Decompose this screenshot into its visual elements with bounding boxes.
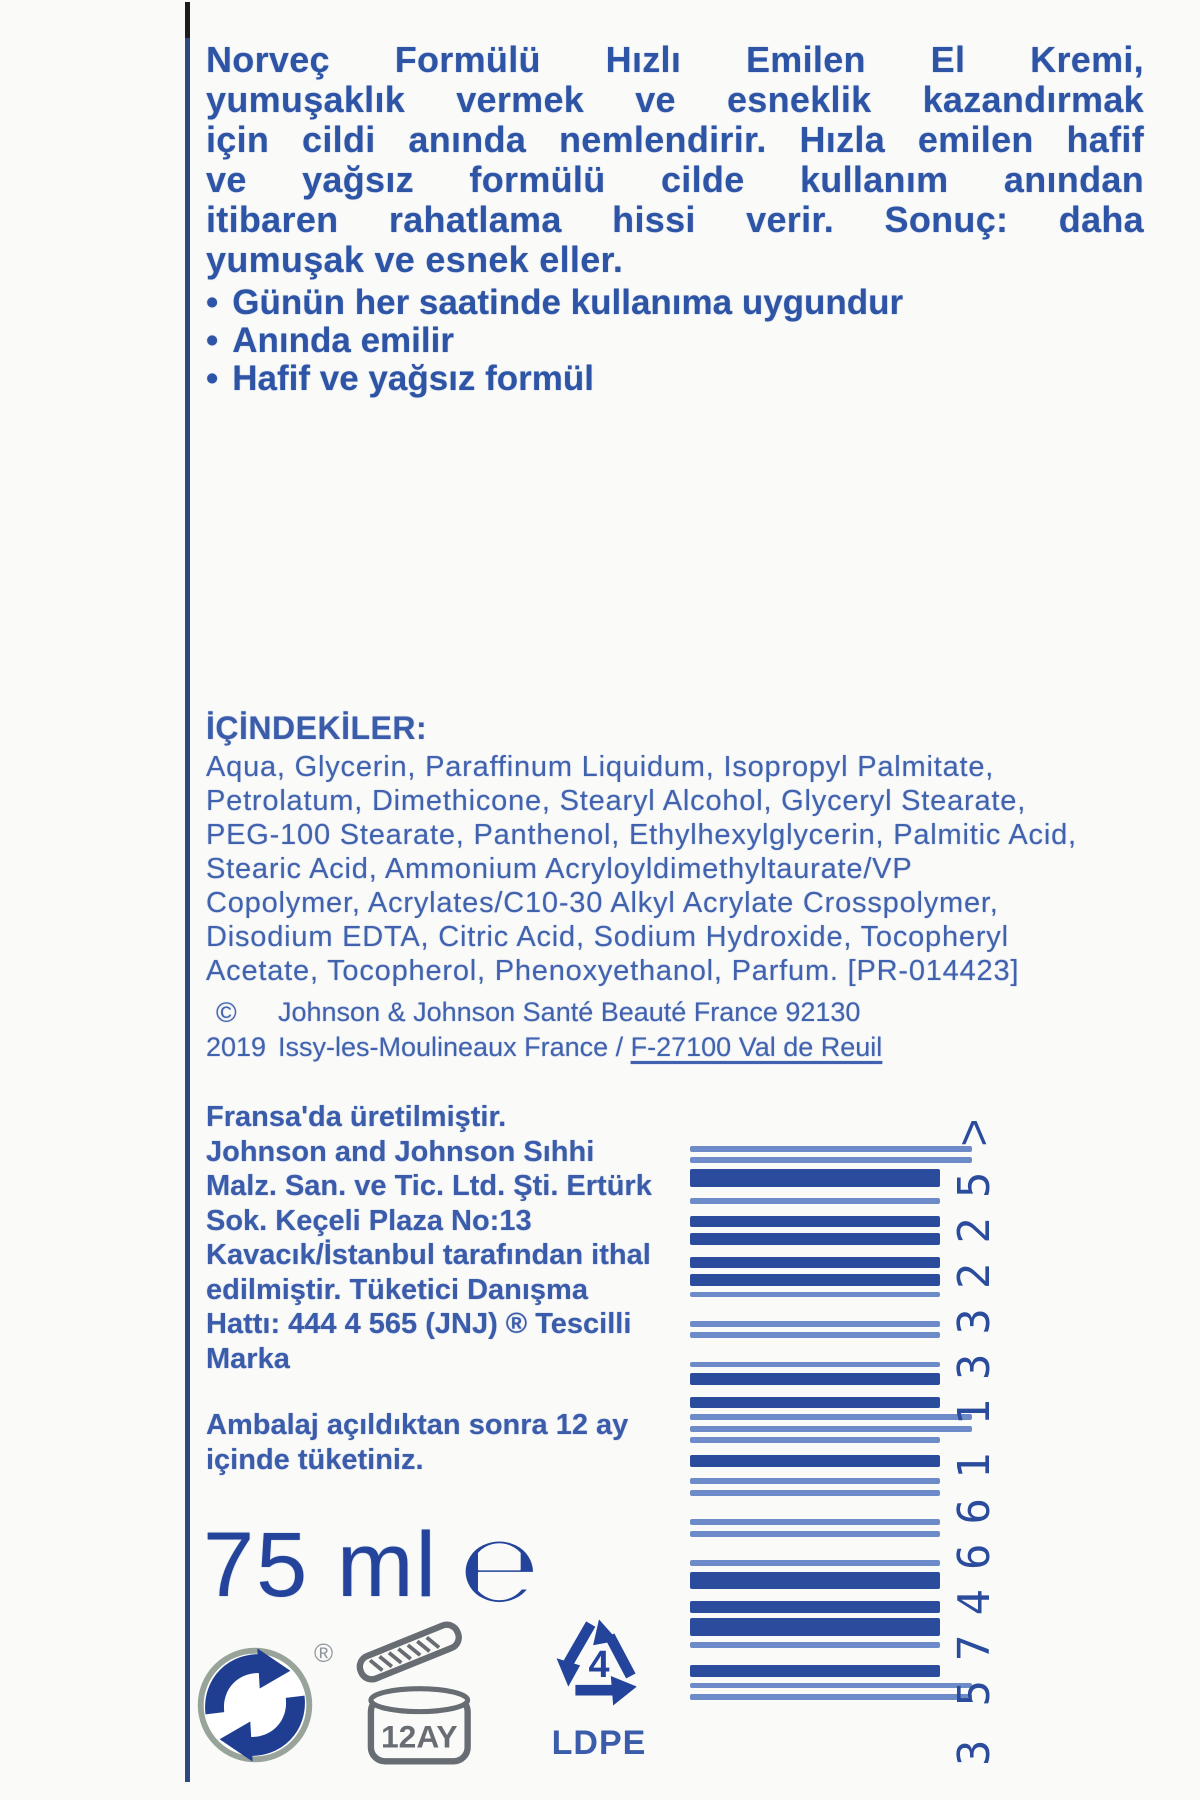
label-edge-line <box>185 38 190 1782</box>
barcode-gap <box>690 1286 940 1292</box>
barcode-bar <box>690 1373 940 1385</box>
barcode-bar <box>690 1169 940 1187</box>
barcode-bar <box>690 1397 940 1409</box>
volume-block <box>203 1512 539 1623</box>
description-line: Norveç Formülü Hızlı Emilen El Kremi, <box>206 39 1144 80</box>
ingredients-line: PEG-100 Stearate, Panthenol, Ethylhexylglycerin, Palmitic Acid, <box>206 819 1077 851</box>
barcode-bar <box>690 1572 940 1590</box>
ingredients-line: Copolymer, Acrylates/C10-30 Alkyl Acrylate Crosspolymer, <box>206 887 999 919</box>
barcode-gap <box>690 1636 940 1642</box>
barcode-gap <box>690 1537 940 1560</box>
resin-code-number: 4 <box>588 1643 610 1686</box>
barcode-quiet-zone-mark: > <box>947 1118 1001 1147</box>
description-line: için cildi anında nemlendirir. Hızla emilen hafif <box>206 119 1144 160</box>
benefit-bullets <box>206 284 903 398</box>
barcode-gap <box>690 1338 940 1361</box>
benefit-bullet <box>206 322 903 360</box>
barcode-gap <box>690 1187 940 1199</box>
benefit-bullet <box>206 284 903 322</box>
resin-material-label: LDPE <box>551 1724 647 1762</box>
shelf-life-line: içinde tüketiniz. <box>206 1444 424 1476</box>
pao-jar-icon <box>348 1618 488 1776</box>
copyright-symbol-column <box>206 995 278 1065</box>
pao-duration-label: 12AY <box>380 1718 458 1755</box>
benefit-bullet-text: Günün her saatinde kullanıma uygundur <box>232 283 904 322</box>
ingredients-line: Disodium EDTA, Citric Acid, Sodium Hydroxide, Tocopheryl <box>206 921 1009 953</box>
barcode-gap <box>690 1589 940 1601</box>
green-dot-registered-symbol: ® <box>314 1638 334 1668</box>
green-dot-icon <box>196 1642 314 1768</box>
ingredients-line: Aqua, Glycerin, Paraffinum Liquidum, Isopropyl Palmitate, <box>206 751 995 783</box>
copyright-symbol: © <box>216 997 237 1028</box>
barcode-digits <box>946 1098 1002 1766</box>
barcode <box>690 1145 982 1700</box>
benefit-bullet-text: Hafif ve yağsız formül <box>232 359 595 398</box>
description-line: yumuşak ve esnek eller. <box>206 239 624 280</box>
shelf-life-line: Ambalaj açıldıktan sonra 12 ay <box>206 1409 629 1441</box>
barcode-bar <box>690 1601 940 1613</box>
ingredients-line: Petrolatum, Dimethicone, Stearyl Alcohol, Glyceryl Stearate, <box>206 785 1027 817</box>
barcode-bar <box>690 1274 940 1286</box>
copyright-year: 2019 <box>206 1032 267 1062</box>
barcode-bar <box>690 1618 940 1636</box>
bullet-marker: • <box>206 321 219 360</box>
barcode-gap <box>690 1525 940 1531</box>
barcode-gap <box>690 1420 940 1426</box>
barcode-group-3: 133225 <box>948 1152 1000 1426</box>
recycle-triangle-icon <box>540 1602 658 1724</box>
description-line: yumuşaklık vermek ve esneklik kazandırmak <box>206 79 1144 120</box>
barcode-gap <box>690 1648 940 1666</box>
volume-text: 75 ml <box>203 1514 438 1616</box>
ingredients-list <box>206 750 1077 988</box>
barcode-gap <box>690 1467 940 1479</box>
ingredients-heading: İÇİNDEKİLER: <box>206 710 428 746</box>
barcode-group-1: 3 <box>948 1720 1000 1766</box>
ingredients-line: Stearic Acid, Ammonium Acryloyldimethyltaurate/VP <box>206 853 913 885</box>
benefit-bullet-text: Anında emilir <box>232 321 454 360</box>
importer-line: Kavacık/İstanbul tarafından ithal <box>206 1239 651 1271</box>
importer-line: Marka <box>206 1342 290 1375</box>
barcode-bar <box>690 1216 940 1228</box>
manufacturer-address <box>278 995 882 1065</box>
ingredients-line: Acetate, Tocopherol, Phenoxyethanol, Parfum. [PR-014423] <box>206 955 1020 987</box>
bullet-marker: • <box>206 359 219 398</box>
copyright-block <box>206 995 882 1065</box>
label-edge-tick <box>185 2 190 38</box>
manufacturer-line-2-text: Issy-les-Moulineaux France / <box>278 1032 631 1062</box>
importer-line: Hattı: 444 4 565 (JNJ) ® Tescilli <box>206 1308 632 1340</box>
product-description <box>206 40 1144 280</box>
benefit-bullet <box>206 360 903 398</box>
barcode-gap <box>690 1204 940 1216</box>
barcode-gap <box>690 1245 940 1257</box>
barcode-gap <box>690 1677 940 1683</box>
manufacturer-line-2 <box>278 1030 882 1065</box>
barcode-bar <box>690 1257 940 1269</box>
importer-line: Sok. Keçeli Plaza No:13 <box>206 1204 532 1237</box>
barcode-bar <box>690 1694 972 1700</box>
barcode-gap <box>690 1443 940 1455</box>
barcode-gap <box>690 1385 940 1397</box>
barcode-group-2: 574661 <box>948 1433 1000 1707</box>
barcode-gap <box>690 1566 940 1572</box>
importer-block <box>206 1100 652 1376</box>
manufacturer-line-1: Johnson & Johnson Santé Beauté France 92130 <box>278 997 861 1027</box>
barcode-bar <box>690 1455 940 1467</box>
barcode-gap <box>690 1297 940 1320</box>
description-line: itibaren rahatlama hissi verir. Sonuç: daha <box>206 199 1144 240</box>
estimated-sign: ℮ <box>459 1516 539 1623</box>
shelf-life-note <box>206 1408 628 1478</box>
barcode-gap <box>690 1496 940 1519</box>
barcode-bar <box>690 1233 940 1245</box>
importer-line: Fransa'da üretilmiştir. <box>206 1101 507 1133</box>
manufacturer-line-2-underlined: F-27100 Val de Reuil <box>630 1032 883 1062</box>
bullet-marker: • <box>206 283 219 322</box>
importer-line: Malz. San. ve Tic. Ltd. Şti. Ertürk <box>206 1170 652 1202</box>
description-line: ve yağsız formülü cilde kullanım anından <box>206 159 1144 200</box>
importer-line: Johnson and Johnson Sıhhi <box>206 1135 595 1168</box>
importer-line: edilmiştir. Tüketici Danışma <box>206 1273 588 1306</box>
barcode-bar <box>690 1665 940 1677</box>
